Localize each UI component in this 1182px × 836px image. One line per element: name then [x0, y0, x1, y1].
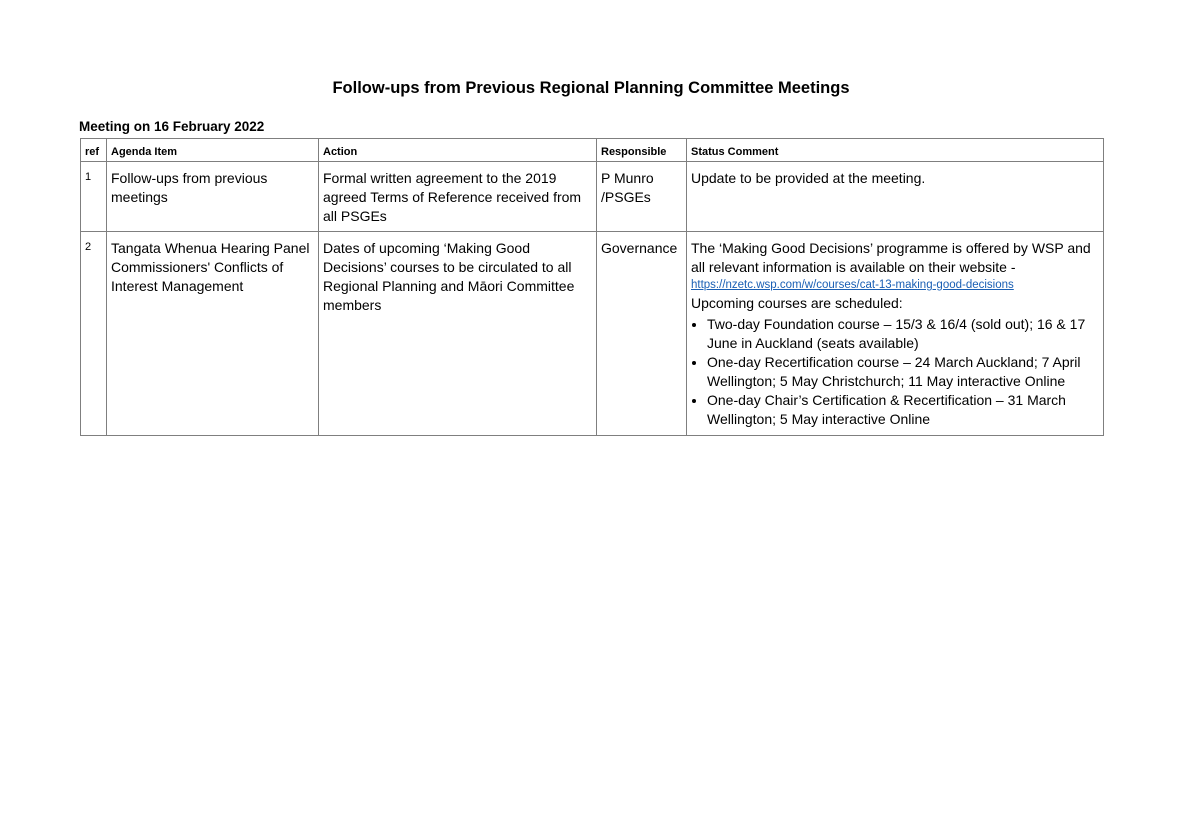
cell-status-comment: Update to be provided at the meeting. — [687, 162, 1104, 232]
table-row — [81, 232, 1104, 436]
meeting-heading: Meeting on 16 February 2022 — [79, 119, 265, 134]
table-header-row — [81, 139, 1104, 162]
list-item: • One-day Recertification course – 24 March Auckland; 7 April Wellington; 5 May Christchurch; 11 May interactive Online — [707, 353, 1099, 391]
header-agenda-item: Agenda Item — [107, 139, 319, 162]
cell-ref: 1 — [81, 162, 107, 232]
cell-responsible: Governance — [597, 232, 687, 436]
cell-agenda-item: Follow-ups from previous meetings — [107, 162, 319, 232]
wsp-course-link[interactable]: https://nzetc.wsp.com/w/courses/cat-13-making-good-decisions — [691, 279, 1014, 291]
header-ref: ref — [81, 139, 107, 162]
table-row — [81, 162, 1104, 232]
header-status-comment: Status Comment — [687, 139, 1104, 162]
page-title: Follow-ups from Previous Regional Planning Committee Meetings — [332, 79, 850, 97]
cell-ref: 2 — [81, 232, 107, 436]
cell-action: Formal written agreement to the 2019 agreed Terms of Reference received from all PSGEs — [319, 162, 597, 232]
status-subheading: Upcoming courses are scheduled: — [691, 295, 903, 311]
cell-action: Dates of upcoming ‘Making Good Decisions’ courses to be circulated to all Regional Planning and Māori Committee members — [319, 232, 597, 436]
follow-ups-table — [80, 138, 1104, 436]
list-item: • Two-day Foundation course – 15/3 & 16/4 (sold out); 16 & 17 June in Auckland (seats available) — [707, 315, 1099, 353]
header-action: Action — [319, 139, 597, 162]
list-item: • One-day Chair’s Certification & Recertification – 31 March Wellington; 5 May interactive Online — [707, 391, 1099, 429]
status-intro: The ‘Making Good Decisions’ programme is offered by WSP and all relevant information is available on their website - — [691, 240, 1091, 275]
cell-status-comment — [687, 232, 1104, 436]
header-responsible: Responsible — [597, 139, 687, 162]
cell-responsible: P Munro /PSGEs — [597, 162, 687, 232]
course-list — [691, 315, 1099, 429]
cell-agenda-item: Tangata Whenua Hearing Panel Commissioners' Conflicts of Interest Management — [107, 232, 319, 436]
